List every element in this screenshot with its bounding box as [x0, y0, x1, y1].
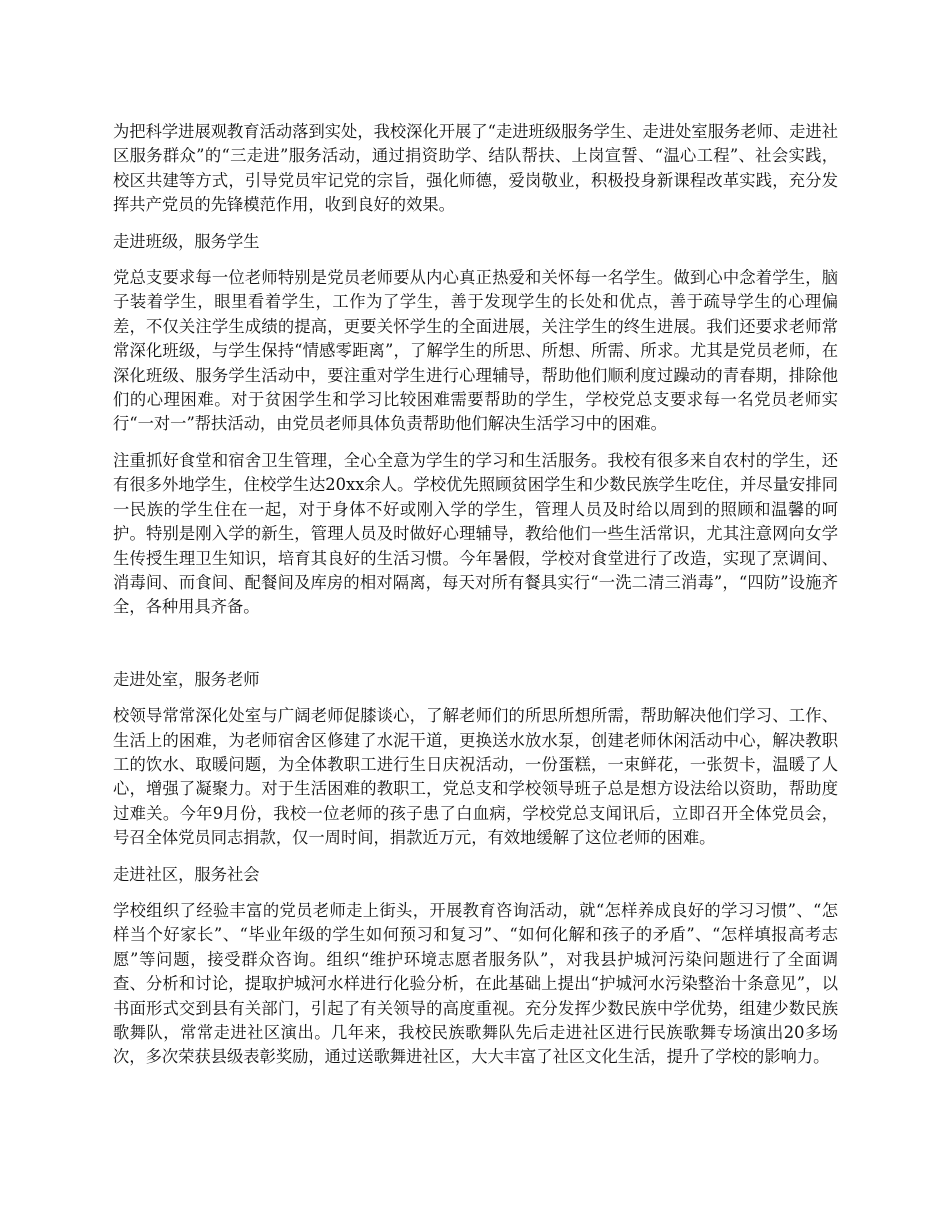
section-paragraph: 学校组织了经验丰富的党员老师走上街头，开展教育咨询活动，就“怎样养成良好的学习习惯”、“怎样当个好家长”、“毕业年级的学生如何预习和复习”、“如何化解和孩子的矛盾”、“怎样填报高考志愿”等问题，接受群众咨询。组织“维护环境志愿者服务队”，对我县护城河污染问题进行了全面调查、分析和讨论，提取护城河水样进行化验分析，在此基础上提出“护城河水污染整治十条意见”，以书面形式交到县有关部门，引起了有关领导的高度重视。充分发挥少数民族中学优势，组建少数民族歌舞队，常常走进社区演出。几年来，我校民族歌舞队先后走进社区进行民族歌舞专场演出20多场次，多次荣获县级表彰奖励，通过送歌舞进社区，大大丰富了社区文化生活，提升了学校的影响力。: [113, 900, 838, 1067]
intro-paragraph: 为把科学进展观教育活动落到实处，我校深化开展了“走进班级服务学生、走进处室服务老师、走进社区服务群众”的“三走进”服务活动，通过捐资助学、结队帮扶、上岗宣誓、“温心工程”、社会实践，校区共建等方式，引导党员牢记党的宗旨，强化师德，爱岗敬业，积极投身新课程改革实践，充分发挥共产党员的先锋模范作用，收到良好的效果。: [113, 122, 838, 215]
section-heading-community: 走进社区，服务社会: [113, 864, 260, 884]
document-body: [113, 120, 838, 1082]
section-heading-offices: 走进处室，服务老师: [113, 669, 260, 689]
section-heading-classes: 走进班级，服务学生: [113, 231, 260, 251]
section-paragraph: 校领导常常深化处室与广阔老师促膝谈心，了解老师们的所思所想所需，帮助解决他们学习、工作、生活上的困难，为老师宿舍区修建了水泥干道，更换送水放水泵，创建老师休闲活动中心，解决教职工的饮水、取暖问题，为全体教职工进行生日庆祝活动，一份蛋糕，一束鲜花，一张贺卡，温暖了人心，增强了凝聚力。对于生活困难的教职工，党总支和学校领导班子总是想方设法给以资助，帮助度过难关。今年9月份，我校一位老师的孩子患了白血病，学校党总支闻讯后，立即召开全体党员会，号召全体党员同志捐款，仅一周时间，捐款近万元，有效地缓解了这位老师的困难。: [113, 706, 838, 848]
section-paragraph: 党总支要求每一位老师特别是党员老师要从内心真正热爱和关怀每一名学生。做到心中念着学生，脑子装着学生，眼里看着学生，工作为了学生，善于发现学生的长处和优点，善于疏导学生的心理偏差，不仅关注学生成绩的提高，更要关怀学生的全面进展，关注学生的终生进展。我们还要求老师常常深化班级，与学生保持“情感零距离”，了解学生的所思、所想、所需、所求。尤其是党员老师，在深化班级、服务学生活动中，要注重对学生进行心理辅导，帮助他们顺利度过躁动的青春期，排除他们的心理困难。对于贫困学生和学习比较困难需要帮助的学生，学校党总支要求每一名党员老师实行“一对一”帮扶活动，由党员老师具体负责帮助他们解决生活学习中的困难。: [113, 268, 838, 434]
section-paragraph: 注重抓好食堂和宿舍卫生管理，全心全意为学生的学习和生活服务。我校有很多来自农村的学生，还有很多外地学生，住校学生达20xx余人。学校优先照顾贫困学生和少数民族学生吃住，并尽量安排同一民族的学生住在一起，对于身体不好或刚入学的学生，管理人员及时给以周到的照顾和温馨的呵护。特别是刚入学的新生，管理人员及时做好心理辅导，教给他们一些生活常识，尤其注意网向女学生传授生理卫生知识，培育其良好的生活习惯。今年暑假，学校对食堂进行了改造，实现了烹调间、消毒间、而食间、配餐间及库房的相对隔离，每天对所有餐具实行“一洗二清三消毒”，“四防”设施齐全，各种用具齐备。: [113, 450, 838, 617]
